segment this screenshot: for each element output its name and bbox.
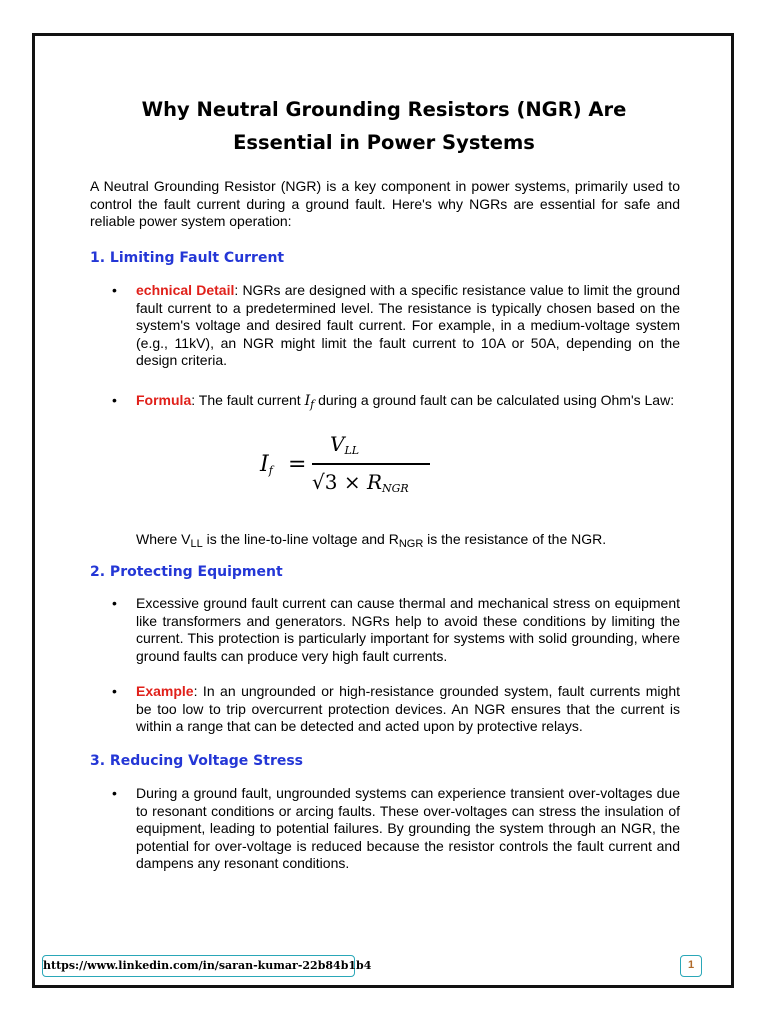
example-label: Example — [136, 683, 194, 699]
formula-lhs: $I_f$ — [260, 452, 273, 477]
bullet-over-voltage: During a ground fault, ungrounded systems can experience transient over-voltages due to resonant conditions or arcing faults. These over-voltages can stress the insulation of equipment, leading to potential failures. By grounding the system through an NGR, the potential for over-voltage is reduced because the resistor controls the fault current and dampens any resonant conditions. — [136, 785, 680, 871]
bullet-marker: • — [112, 282, 117, 298]
linkedin-link[interactable]: https://www.linkedin.com/in/saran-kumar-22b84b1b4 — [42, 955, 355, 977]
technical-detail-label: echnical Detail — [136, 282, 235, 298]
bullet-marker: • — [112, 785, 117, 801]
bullet-marker: • — [112, 683, 117, 699]
ohms-law-formula — [250, 432, 450, 502]
section-heading-reducing-voltage-stress: 3. Reducing Voltage Stress — [90, 753, 304, 769]
intro-paragraph: A Neutral Grounding Resistor (NGR) is a key component in power systems, primarily used to control the fault current during a ground fault. Here's why NGRs are essential for safe and reliable power system operation: — [90, 178, 680, 229]
page-number: 1 — [680, 955, 702, 977]
fraction-bar — [312, 463, 430, 465]
bullet-marker: • — [112, 392, 117, 408]
formula-equals: = — [288, 452, 307, 477]
title-line-1: Why Neutral Grounding Resistors (NGR) Are — [141, 98, 627, 121]
formula-label: Formula — [136, 392, 192, 408]
bullet-formula: Formula: The fault current $I_f$ during a ground fault can be calculated using Ohm's Law: — [136, 392, 675, 411]
section-heading-limiting-fault-current: 1. Limiting Fault Current — [90, 250, 285, 266]
bullet-example: Example: In an ungrounded or high-resistance grounded system, fault currents might be too low to trip overcurrent protection devices. An NGR ensures that the current is within a range that can be detected and acted upon by protective relays. — [136, 683, 680, 734]
current-variable: $I_f$ — [304, 393, 315, 411]
title-line-2: Essential in Power Systems — [233, 131, 535, 154]
formula-explanation: Where $V_{LL}$ is the line-to-line voltage and $R_{NGR}$ is the resistance of the NGR. — [136, 531, 607, 550]
section-heading-protecting-equipment: 2. Protecting Equipment — [90, 564, 283, 580]
formula-denominator: $√3 \times R_{NGR}$ — [312, 470, 409, 495]
bullet-excessive-current: Excessive ground fault current can cause thermal and mechanical stress on equipment like transformers and generators. NGRs help to avoid these conditions by limiting the current. This protection is particularly important for systems with solid grounding, where ground faults can produce very high fault currents. — [136, 595, 680, 664]
formula-numerator: $V_{LL}$ — [330, 432, 360, 457]
bullet-technical-detail: echnical Detail: NGRs are designed with a specific resistance value to limit the ground fault current to a predetermined level. The resistance is typically chosen based on the system's voltage and desired fault current. For example, in a medium-voltage system (e.g., 11kV), an NGR might limit the fault current to 10A or 50A, depending on the design criteria. — [136, 282, 680, 368]
page-title — [0, 93, 768, 159]
bullet-marker: • — [112, 595, 117, 611]
